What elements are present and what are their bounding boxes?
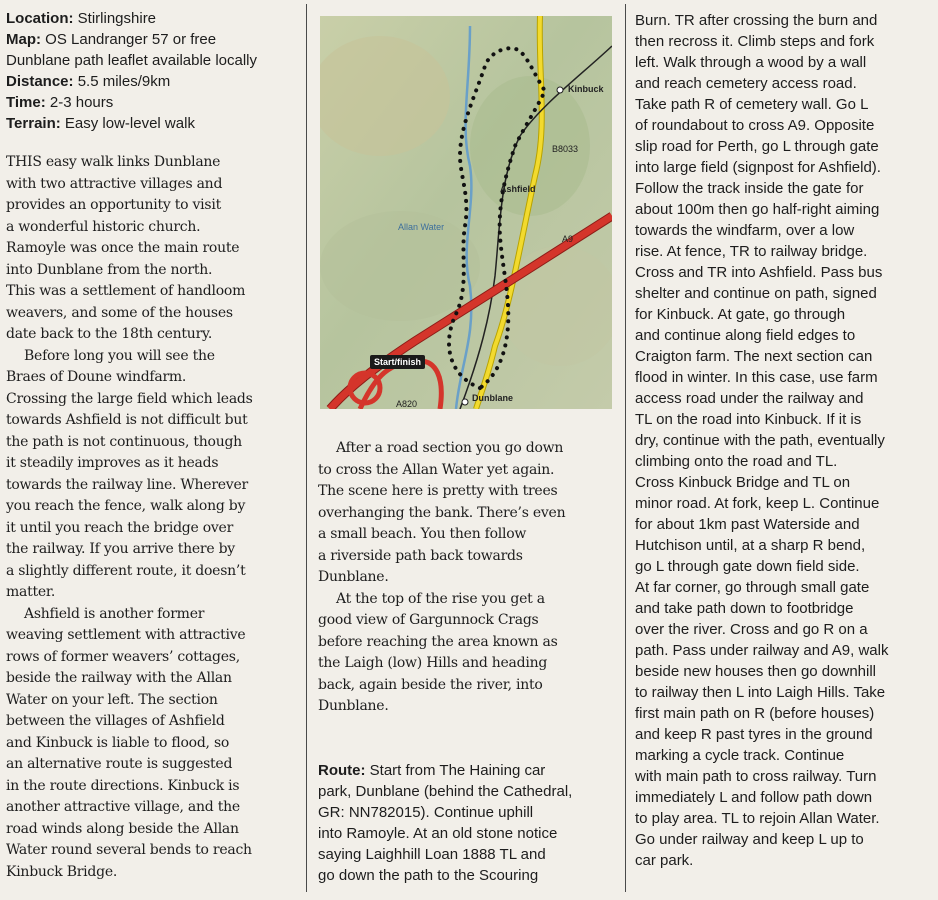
text-line: the path is not continuous, though (6, 433, 242, 450)
text-line: to railway then L into Laigh Hills. Take (635, 684, 886, 701)
text-line: slip road for Perth, go L through gate (635, 138, 879, 155)
map-label-a9: A9 (562, 234, 574, 244)
map-label-a820: A820 (396, 399, 418, 409)
text-line: the railway. If you arrive there by (6, 541, 235, 557)
text-line: Ashfield is another former (24, 605, 205, 622)
text-line: into Ramoyle. At an old stone notice (318, 825, 558, 842)
text-line: saying Laighhill Loan 1888 TL and (318, 846, 546, 863)
text-line: Follow the track inside the gate for (635, 180, 864, 197)
text-line: date back to the 18th century. (6, 326, 213, 342)
text-line: flood in winter. In this case, use farm (635, 369, 878, 386)
text-line: into Dunblane from the north. (6, 261, 213, 278)
text-line: Hutchison until, at a sharp R bend, (635, 537, 866, 554)
text-line: and keep R past tyres in the ground (635, 726, 873, 743)
text-line: overhanging the bank. There’s even (318, 504, 566, 521)
text-line: Dunblane. (318, 569, 389, 585)
text-line: Braes of Doune windfarm. (6, 369, 187, 385)
text-line: Craigton farm. The next section can (635, 348, 873, 365)
text-line: then recross it. Climb steps and fork (635, 33, 875, 50)
text-line: THIS easy walk links Dunblane (6, 154, 221, 170)
map-graphic (320, 16, 612, 409)
text-line: beside the railway with the Allan (6, 670, 232, 686)
text-line: first main path on R (before houses) (635, 705, 875, 722)
text-line: Ramoyle was once the main route (6, 240, 240, 256)
text-line: access road under the railway and (635, 390, 864, 407)
text-line: Take path R of cemetery wall. Go L (635, 96, 869, 113)
article-body-col1 (6, 152, 302, 883)
text-line: and continue along field edges to (635, 327, 856, 344)
text-line: Cross and TR into Ashfield. Pass bus (635, 264, 883, 281)
text-line: it steadily improves as it heads (6, 455, 219, 471)
walk-facts (6, 8, 302, 134)
map-label-dunblane: Dunblane (472, 393, 514, 403)
route-directions-start (318, 760, 618, 886)
text-line: an alternative route is suggested (6, 756, 233, 772)
text-line: about 100m then go half-right aiming (635, 201, 880, 218)
text-line: The scene here is pretty with trees (318, 483, 558, 499)
text-line: for about 1km past Waterside and (635, 516, 860, 533)
text-line: minor road. At fork, keep L. Continue (635, 495, 880, 512)
text-line: climbing onto the road and TL. (635, 453, 838, 470)
text-line: rise. At fence, TR to railway bridge. (635, 243, 868, 260)
text-line: Water on your left. The section (6, 691, 218, 708)
text-line: beside new houses then go downhill (635, 663, 877, 680)
text-line: a wonderful historic church. (6, 218, 201, 235)
text-line: car park. (635, 852, 694, 869)
text-line: towards Ashfield is not difficult but (6, 412, 248, 428)
text-line: towards the windfarm, over a low (635, 222, 855, 239)
text-line: go down the path to the Scouring (318, 867, 539, 884)
text-line: shelter and continue on path, signed (635, 285, 877, 302)
route-lines (318, 781, 618, 886)
text-line: it until you reach the bridge over (6, 519, 234, 536)
text-line: weavers, and some of the houses (6, 304, 233, 321)
text-line: path. Pass under railway and A9, walk (635, 642, 889, 659)
text-line: another attractive village, and the (6, 799, 240, 815)
column-divider (306, 4, 307, 892)
text-line: over the river. Cross and go R on a (635, 621, 868, 638)
text-line: good view of Gargunnock Crags (318, 612, 539, 628)
text-line: Crossing the large field which leads (6, 390, 253, 407)
text-line: dry, continue with the path, eventually (635, 432, 885, 449)
column-1 (6, 0, 302, 883)
text-line: weaving settlement with attractive (6, 627, 246, 643)
fact-time: Time: 2-3 hours (6, 94, 114, 111)
text-line: back, again beside the river, into (318, 676, 543, 693)
text-line: left. Walk through a wood by a wall (635, 54, 867, 71)
text-line: road winds along beside the Allan (6, 820, 239, 837)
text-line: matter. (6, 584, 56, 600)
fact-map: Map: OS Landranger 57 or free (6, 31, 217, 48)
text-line: before reaching the area known as (318, 633, 558, 650)
fact-terrain: Terrain: Easy low-level walk (6, 115, 195, 132)
text-line: for Kinbuck. At gate, go through (635, 306, 846, 323)
text-line: Before long you will see the (24, 347, 215, 364)
map-label-kinbuck: Kinbuck (568, 84, 604, 94)
column-divider (625, 4, 626, 892)
text-line: marking a cycle track. Continue (635, 747, 845, 764)
dunblane-marker (462, 399, 468, 405)
text-line: provides an opportunity to visit (6, 197, 221, 213)
text-line: to play area. TL to rejoin Allan Water. (635, 810, 880, 827)
text-line: between the villages of Ashfield (6, 713, 225, 729)
text-line: Burn. TR after crossing the burn and (635, 12, 878, 29)
text-line: and Kinbuck is liable to flood, so (6, 734, 230, 751)
text-line: of roundabout to cross A9. Opposite (635, 117, 875, 134)
text-line: GR: NN782015). Continue uphill (318, 804, 534, 821)
text-line: a slightly different route, it doesn’t (6, 562, 246, 579)
text-line: a riverside path back towards (318, 547, 523, 564)
map-label-allan-water: Allan Water (398, 222, 445, 232)
text-line: with main path to cross railway. Turn (635, 768, 877, 785)
article-body-col2 (318, 438, 618, 718)
route-directions-cont (635, 10, 933, 871)
text-line: in the route directions. Kinbuck is (6, 777, 240, 794)
text-line: rows of former weavers’ cottages, (6, 648, 240, 665)
text-line: and reach cemetery access road. (635, 75, 857, 92)
text-line: Cross Kinbuck Bridge and TL on (635, 474, 851, 491)
text-line: At the top of the rise you get a (336, 590, 545, 607)
fact-location: Location: Stirlingshire (6, 10, 157, 27)
text-line: This was a settlement of handloom (6, 283, 246, 299)
text-line: immediately L and follow path down (635, 789, 873, 806)
text-line: go L through gate down field side. (635, 558, 860, 575)
text-line: Go under railway and keep L up to (635, 831, 864, 848)
fact-distance: Distance: 5.5 miles/9km (6, 73, 171, 90)
text-line: Dunblane. (318, 698, 389, 714)
text-line: At far corner, go through small gate (635, 579, 870, 596)
text-line: TL on the road into Kinbuck. If it is (635, 411, 862, 428)
text-line: After a road section you go down (336, 440, 564, 456)
text-line: towards the railway line. Wherever (6, 476, 248, 493)
route-map (320, 16, 612, 409)
map-label-ashfield: Ashfield (500, 184, 536, 194)
text-line: and take path down to footbridge (635, 600, 854, 617)
text-line: park, Dunblane (behind the Cathedral, (318, 783, 573, 800)
fact-map-cont: Dunblane path leaflet available locally (6, 52, 258, 69)
text-line: Kinbuck Bridge. (6, 863, 118, 880)
route-first-line: Route: Start from The Haining car (318, 762, 546, 779)
kinbuck-marker (557, 87, 563, 93)
map-label-start-finish: Start/finish (370, 355, 425, 369)
text-line: you reach the fence, walk along by (6, 498, 246, 514)
text-line: into large field (signpost for Ashfield). (635, 159, 881, 176)
text-line: to cross the Allan Water yet again. (318, 461, 555, 478)
text-line: with two attractive villages and (6, 175, 223, 192)
text-line: the Laigh (low) Hills and heading (318, 655, 548, 671)
map-label-b8033: B8033 (552, 144, 579, 154)
text-line: Water round several bends to reach (6, 842, 252, 858)
text-line: a small beach. You then follow (318, 526, 527, 542)
